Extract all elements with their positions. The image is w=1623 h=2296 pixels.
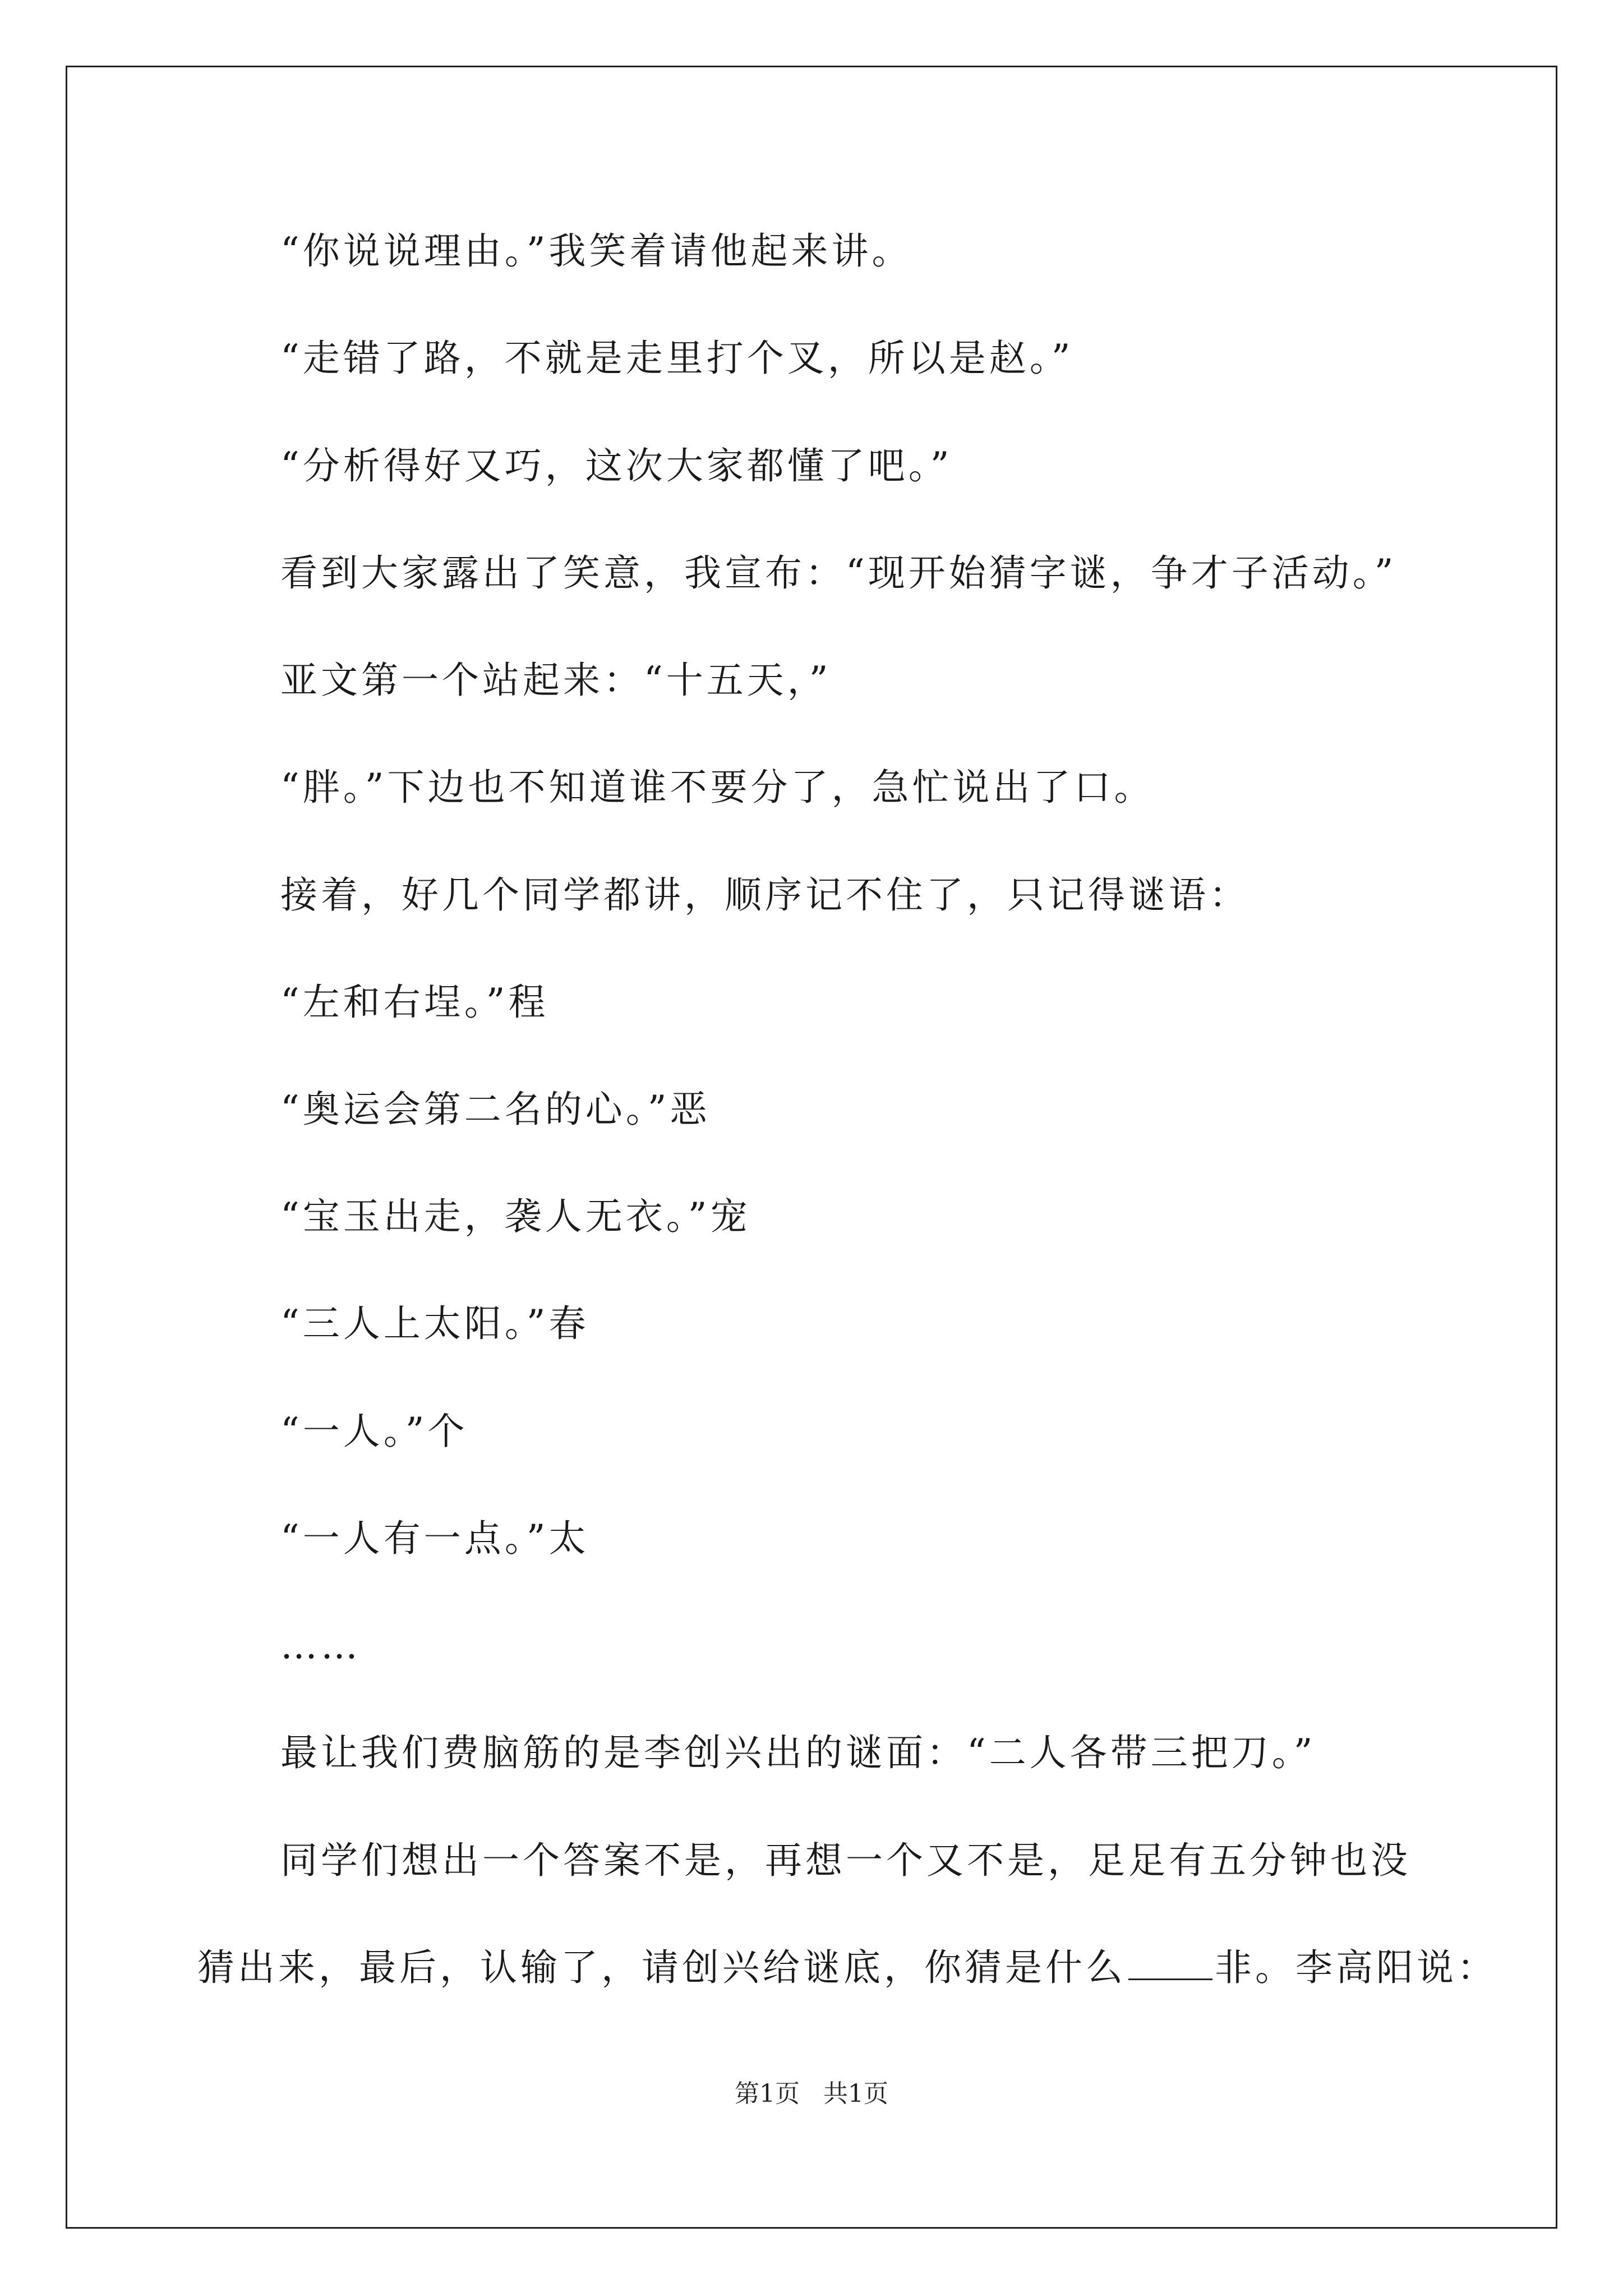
page-footer (0, 2078, 1623, 2110)
paragraph-9: 同学们想出一个答案不是，再想一个又不是，足足有五分钟也没 (280, 1839, 1411, 1882)
riddle-line-1: “左和右埕。”程 (280, 981, 549, 1024)
paragraph-9-continuation (197, 1945, 1497, 1990)
riddle-line-2: “奥运会第二名的心。”恶 (280, 1088, 711, 1131)
riddle-line-4: “三人上太阳。”春 (280, 1302, 589, 1345)
paragraph-3: “分析得好又巧，这次大家都懂了吧。” (280, 444, 953, 487)
paragraph-4: 看到大家露出了笑意，我宣布：“现开始猜字谜，争才子活动。” (280, 551, 1397, 595)
paragraph-7: 接着，好几个同学都讲，顺序记不住了，只记得谜语： (280, 873, 1249, 917)
page-border (66, 66, 1557, 2229)
riddle-line-3: “宝玉出走，袭人无衣。”宠 (280, 1195, 751, 1238)
text-after-blank: 非。李高阳说： (1215, 1946, 1497, 1989)
paragraph-8: 最让我们费脑筋的是李创兴出的谜面：“二人各带三把刀。” (280, 1731, 1316, 1774)
riddle-line-6: “一人有一点。”太 (280, 1517, 589, 1560)
fill-in-blank (1128, 1947, 1212, 1980)
paragraph-6: “胖。”下边也不知道谁不要分了，急忙说出了口。 (280, 766, 1155, 809)
paragraph-5: 亚文第一个站起来：“十五天，” (280, 659, 832, 702)
page-total: 共1页 (823, 2079, 888, 2108)
paragraph-2: “走错了路，不就是走里打个叉，所以是赵。” (280, 337, 1074, 380)
ellipsis-line: …… (280, 1624, 361, 1667)
text-before-blank: 猜出来，最后，认输了，请创兴给谜底，你猜是什么 (197, 1946, 1126, 1989)
riddle-line-5: “一人。”个 (280, 1410, 468, 1453)
page-number: 第1页 (735, 2079, 800, 2108)
paragraph-1: “你说说理由。”我笑着请他起来讲。 (280, 229, 912, 273)
